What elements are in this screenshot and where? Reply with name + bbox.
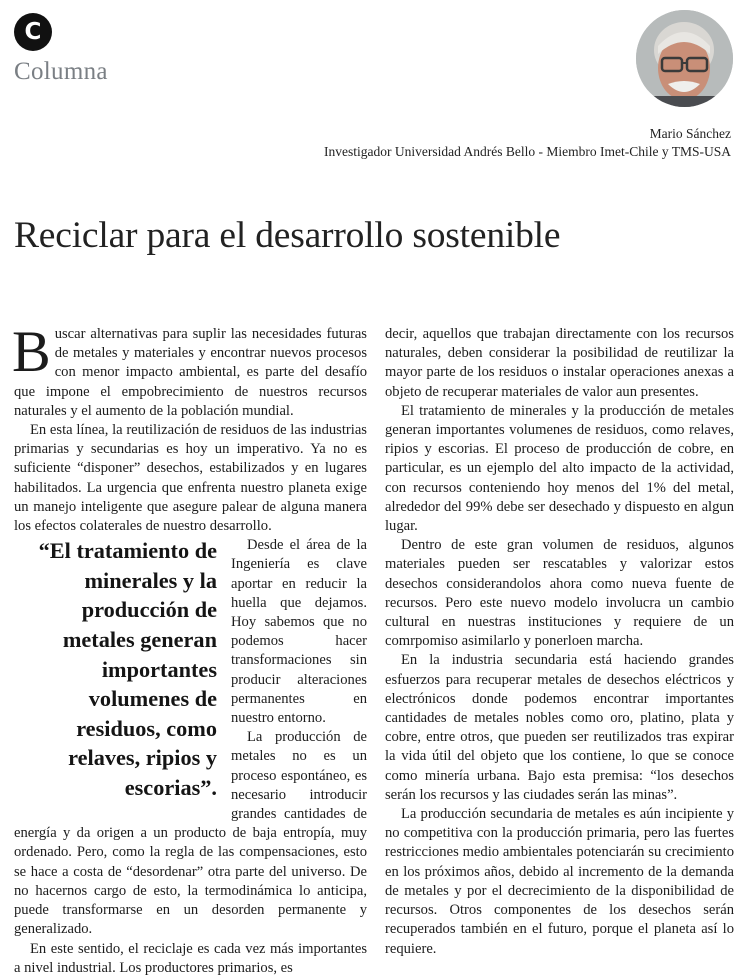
paragraph-9: La producción secundaria de metales es aún incipiente y no competitiva con la producción primaria, pero las fuertes restricciones medio ambientales potenciarán su crecimiento en los próximos años, debido al incremento de la demanda de metales y por el decrecimiento de la disponibilidad de recursos. Otros componentes de los desechos serán recuperados también en el futuro, porque el planeta así lo requiere. <box>385 806 734 957</box>
section-label: Columna <box>14 58 108 85</box>
paragraph-1-text: uscar alternativas para suplir las necesidades futuras de metales y materiales y encontrar nuevos procesos con menor impacto ambiental, es parte del desafío que impone el empobrecimiento de nuestros recursos naturales y el aumento de la población mundial. <box>14 326 367 419</box>
paragraph-4: La producción de metales no es un proceso espontáneo, es necesario introducir grandes cantidades de energía y da origen a un producto de baja entropía, muy ordenado. Pero, como la regla de las compensaciones, esto se hace a costa de “desordenar” otra parte del universo. De no hacernos cargo de esto, la termodinámica lo anticipa, puede transformarse en un desorden permanente y generalizado. <box>14 729 367 938</box>
paragraph-7: Dentro de este gran volumen de residuos, algunos materiales pueden ser rescatables y valorizar estos desechos considerandolos ahora como nueva fuente de recursos. Pero este nuevo modelo involucra un cambio cultural en nuestras instituciones y requiere de un comrpomiso asimilarlo y ponerloen marcha. <box>385 537 734 650</box>
drop-cap: B <box>12 319 51 384</box>
paragraph-2-text: En esta línea, la reutilización de residuos de las industrias primarias y secundarias es hoy un imperativo. Ya no es suficiente “disponer” desechos, estabilizados y en lugares habilitados. La urgencia que enfrenta nuestro planeta exige un manejo inteligente que asegure palear de alguna manera los efectos colaterales de nuestro desarrollo. <box>14 422 367 535</box>
paragraph-5: En este sentido, el reciclaje es cada vez más importantes a nivel industrial. Los productores primarios, es <box>14 940 367 976</box>
article-headline: Reciclar para el desarrollo sostenible <box>14 215 561 256</box>
author-photo <box>636 10 733 107</box>
article-column-2 <box>385 325 734 959</box>
paragraph-8: En la industria secundaria está haciendo grandes esfuerzos para recuperar metales de desechos eléctricos y electrónicos donde podemos encontrar importantes cantidades de metales nobles como oro, platino, plata y cobre, entre otros, que pueden ser reutilizados tras expirar la vida útil del objeto que los contiene, lo que se conoce como minería urbana. Bajo esta premisa: “los desechos serán los recursos y las ciudades serán las minas”. <box>385 652 734 803</box>
paragraph-2 <box>14 421 367 536</box>
paragraph-6: El tratamiento de minerales y la producción de metales generan importantes volumenes de residuos, como relaves, ripios y escorias. El proceso de producción de cobre, en particular, es un ejemplo del alto impacto de la actividad, con recursos conteniendo hoy menos del 1% del metal, alrededor del 99% debe ser desechado y dispuesto en algun lugar. <box>385 402 734 535</box>
paragraph-5-continued: decir, aquellos que trabajan directamente con los recursos naturales, deben considerar la posibilidad de reutilizar la mayor parte de los residuos o instalar operaciones anexas a objeto de recuperar materiales de valor aun presentes. <box>385 326 734 400</box>
column-badge: C <box>14 13 52 51</box>
paragraph-1 <box>12 319 367 421</box>
author-affiliation: Investigador Universidad Andrés Bello - Miembro Imet-Chile y TMS-USA <box>324 144 731 159</box>
pull-quote: “El tratamiento de minerales y la producción de metales generan importantes volumenes de residuos, como relaves, ripios y escorias”. <box>38 538 217 800</box>
author-portrait-image <box>636 10 733 107</box>
paragraph-3: Desde el área de la Ingeniería es clave aportar en reducir la huella que dejamos. Hoy sabemos que no podemos hacer transformaciones sin producir alteraciones permanentes en nuestro entorno. <box>231 537 367 727</box>
author-byline <box>324 125 731 161</box>
article-column-1 <box>12 319 367 978</box>
author-name: Mario Sánchez <box>649 126 731 141</box>
